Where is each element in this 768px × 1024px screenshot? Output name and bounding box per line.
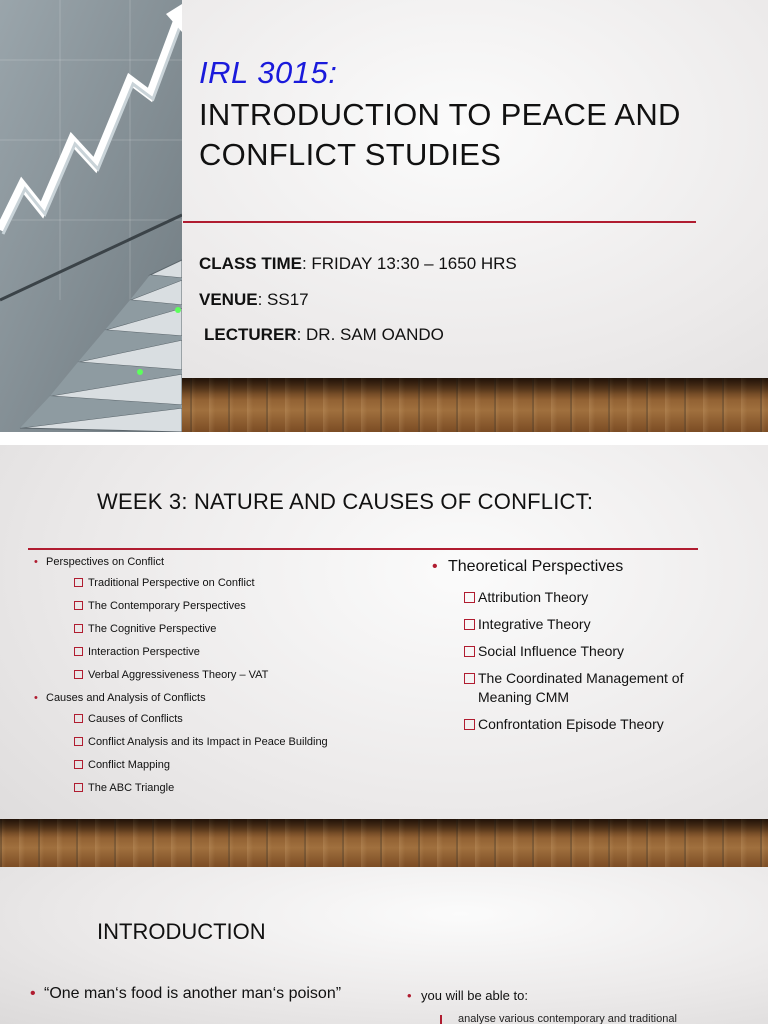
lecturer-line [204, 325, 444, 345]
stairs-growth-image [0, 0, 182, 432]
checkbox-bullet-icon [464, 592, 475, 603]
checkbox-bullet-icon [74, 714, 83, 723]
list-item: The Coordinated Management of Meaning CMM [464, 669, 732, 707]
list-item: Verbal Aggressiveness Theory – VAT [74, 669, 390, 692]
bar-bullet-icon [440, 1015, 442, 1024]
list-item: The Cognitive Perspective [74, 623, 390, 646]
venue-label: VENUE [199, 290, 258, 309]
list-item: Causes of Conflicts [74, 713, 390, 736]
list-item: Conflict Analysis and its Impact in Peace Building [74, 736, 390, 759]
list-item: The Contemporary Perspectives [74, 600, 390, 623]
checkbox-bullet-icon [74, 737, 83, 746]
list-item: Integrative Theory [464, 615, 732, 634]
checkbox-bullet-icon [464, 673, 475, 684]
class-time-value: : FRIDAY 13:30 – 1650 HRS [301, 254, 517, 273]
list-item: Social Influence Theory [464, 642, 732, 661]
lecturer-label: LECTURER [204, 325, 297, 344]
checkbox-bullet-icon [74, 601, 83, 610]
title-divider [28, 548, 698, 550]
checkbox-bullet-icon [74, 760, 83, 769]
left-column [30, 556, 390, 805]
checkbox-bullet-icon [464, 646, 475, 657]
objective-item: analyse various contemporary and traditional [440, 1013, 677, 1024]
checkbox-bullet-icon [74, 670, 83, 679]
venue-value: : SS17 [257, 290, 309, 309]
course-title: INTRODUCTION TO PEACE AND CONFLICT STUDIES [199, 97, 681, 172]
list-item: Interaction Perspective [74, 646, 390, 669]
checkbox-bullet-icon [74, 624, 83, 633]
list-item: The ABC Triangle [74, 782, 390, 805]
checkbox-bullet-icon [74, 578, 83, 587]
introduction-slide [0, 867, 768, 1024]
class-time-label: CLASS TIME [199, 254, 302, 273]
quote-bullet: • “One man‘s food is another man‘s poison” [28, 985, 341, 1003]
venue-line [199, 290, 309, 310]
week3-slide [0, 445, 768, 867]
slide-title: WEEK 3: NATURE AND CAUSES OF CONFLICT: [97, 489, 594, 514]
course-code: IRL 3015: [199, 55, 338, 90]
title-divider [183, 221, 696, 223]
bullet-heading: • Theoretical Perspectives [432, 558, 732, 588]
list-item: Confrontation Episode Theory [464, 715, 732, 734]
list-item: Conflict Mapping [74, 759, 390, 782]
checkbox-bullet-icon [74, 647, 83, 656]
class-time-line [199, 254, 517, 274]
bullet-heading: • Perspectives on Conflict [30, 556, 390, 577]
wood-floor [0, 819, 768, 867]
checkbox-bullet-icon [464, 719, 475, 730]
lecturer-value: : DR. SAM OANDO [296, 325, 444, 344]
list-item: Attribution Theory [464, 588, 732, 607]
checkbox-bullet-icon [74, 783, 83, 792]
list-item: Traditional Perspective on Conflict [74, 577, 390, 600]
bullet-heading: • Causes and Analysis of Conflicts [30, 692, 390, 713]
objectives-heading: • you will be able to: [405, 988, 528, 1003]
right-column [432, 558, 732, 742]
checkbox-bullet-icon [464, 619, 475, 630]
slide-title: INTRODUCTION [97, 919, 266, 944]
title-slide [0, 0, 768, 432]
